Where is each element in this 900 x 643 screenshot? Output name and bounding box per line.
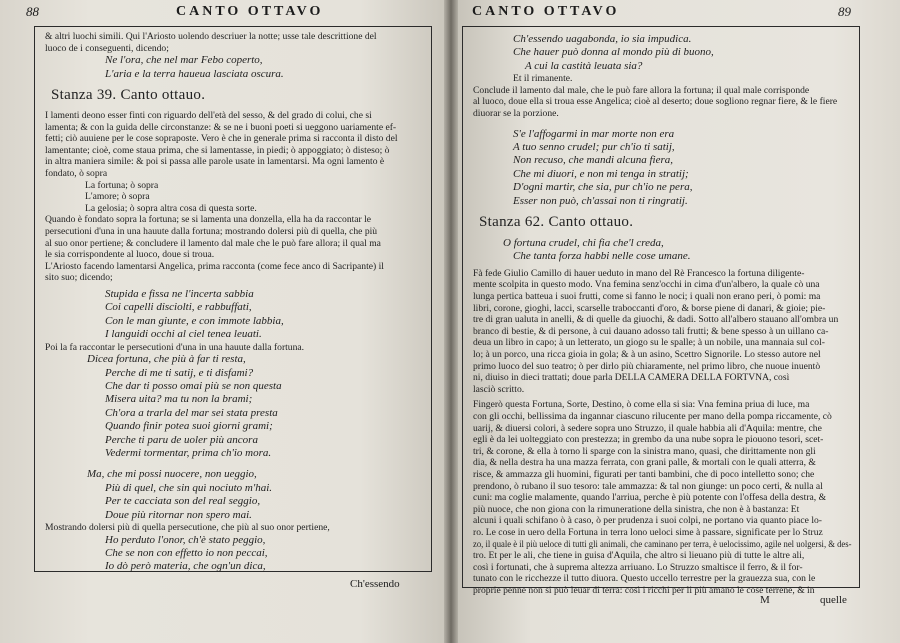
right-running-head: CANTO OTTAVO	[472, 4, 620, 19]
text-line: tri, & corone, & ella à torno li sparge con la sinistra mano, quasi, che dirittamente non gli	[473, 445, 816, 457]
verse-line: A tuo senno crudel; pur ch'io ti satij,	[513, 141, 675, 153]
verse-line: Doue più ritornar non spero mai.	[105, 508, 252, 521]
text-line: proprie penne non si può leuar di terra: così i ricchi per li più amano le cose terrene, & in	[473, 584, 815, 596]
text-line: primo luoco del suo teatro; ò per dirlo più chiaramente, nel primo libro, che nuoue inuentò	[473, 360, 821, 372]
text-line: lo; à un porco, una ricca gioia in gola; & à un asino, Scettro Signorile. Lo stesso autore nel	[473, 349, 821, 360]
text-line: persecutioni d'una in una hauute dalla fortuna; mostrando dolersi più di quella, che più	[45, 225, 378, 237]
left-verse-top	[45, 54, 423, 81]
verse-line: Misera uita? ma tu non la brami;	[105, 393, 253, 406]
verse-line: Che hauer può donna al mondo più di buono,	[513, 46, 714, 59]
right-prose-2	[473, 268, 851, 396]
verse-line: Quando finir potea suoi giorni grami;	[105, 420, 273, 433]
text-line: cuni: ma coglie malamente, quando l'arriua, perche è più potente con l'offesa della destra, &	[473, 492, 827, 504]
verse-line: Che se non con effetto io non peccai,	[105, 547, 268, 559]
text-line: egli è da lei uolteggiato con prestezza; in grembo da una nube sopra le piouono tesori, scet-	[473, 434, 824, 446]
text-line: con gli occhi, bellissima da ingannar ciascuno rilucente per mano della pompa riccamente, cò	[473, 410, 832, 422]
text-line: tre di gran ualuta in anelli, & di quelle da giuochi, & dadi. Sotto all'albero stauano all'ombra un	[473, 314, 839, 326]
text-line: & altri luochi simili. Qui l'Ariosto uolendo descriuer la notte; usse tale descrittione del	[45, 31, 377, 42]
right-catchword: quelle	[820, 594, 847, 606]
verse-line: O fortuna crudel, chi fia che'l creda,	[503, 237, 664, 250]
left-verse-1	[45, 288, 423, 342]
text-line: lamentante; cioè, come staua prima, che si lamentasse, in piedi; ò appoggiato; ò disteso; ò	[45, 144, 390, 156]
verse-line: Stupida e fissa ne l'incerta sabbia	[105, 287, 254, 300]
text-line: sito suo; dicendo;	[45, 272, 113, 284]
left-verse-3	[45, 468, 423, 522]
text-line: le sia corrispondente al luoco, doue si troua.	[45, 249, 215, 261]
text-line: Fà fede Giulio Camillo di hauer ueduto in mano del Rè Francesco la fortuna diligente-	[473, 267, 805, 279]
book-gutter	[444, 0, 458, 643]
right-folio: 89	[838, 4, 851, 19]
text-line: mente scolpita in questo modo. Vna femina senz'occhi in cima d'un'albero, la quale cò una	[473, 279, 820, 291]
verse-line: Perche di me ti satij, e ti disfami?	[105, 366, 254, 379]
left-text-frame	[34, 26, 432, 572]
right-prose-3	[473, 399, 851, 596]
right-prose-1	[473, 85, 851, 120]
text-line: al luoco, doue ella si troua esse Angelica; cioè al deserto; doue sogliono regnar fiere, & le fiere	[473, 96, 838, 108]
verse-line: Per te cacciata son del real seggio,	[105, 495, 261, 508]
text-line: zo, il quale è il più ueloce di tutti gli animali, che caminano per terra, è uelocissimo, agile nel uolgersi, & des-	[473, 538, 852, 550]
text-line: deua un libro in capo; à un letterato, un giogo su le spalle; à un nobile, una mannaia sul col-	[473, 337, 825, 349]
text-line: lasciò scritto.	[473, 383, 525, 395]
text-line: in altra maniera simile: & poi si passa alle parole usate in lamentarsi. Ma ogni lamento è	[45, 156, 385, 168]
verse-line: S'e l'affogarmi in mar morte non era	[513, 127, 675, 140]
verse-line: L'aria e la terra haueua lasciata oscura.	[105, 67, 284, 80]
text-line: dia, & nella destra ha una mazza ferrata, con grani palle, & mortali con le quali atterra, &	[473, 457, 816, 469]
text-line: I lamenti deono esser finti con riguardo dell'età del sesso, & del grado di colui, che si	[45, 110, 372, 121]
text-line: prendono, ò rubano il suo tesoro: tale ammazza: & tal non giunge: un poco certi, & nulla al	[473, 480, 823, 492]
list-item: L'amore; ò sopra	[85, 191, 150, 203]
verse-line: D'ogni martir, che sia, pur ch'io ne pera,	[513, 181, 693, 194]
verse-line: Vedermi tormentar, prima ch'io mora.	[105, 446, 272, 459]
right-verse-top	[473, 33, 851, 73]
verse-line: Ch'essendo uagabonda, io sia impudica.	[513, 33, 692, 45]
text-line: tro. Et per le ali, che tiene in guisa d'Aquila, che altro si lieuano più di tutte le altre ali,	[473, 550, 805, 562]
text-line: risce, & ammazza gli huomini, figurati per tanti bambini, che di poco intelletto sono; che	[473, 468, 815, 480]
text-line: diuorar se la porzione.	[473, 108, 559, 119]
verse-line: Perche ti paru de uoler più ancora	[105, 433, 258, 446]
verse-line: Che tanta forza habbi nelle cose umane.	[513, 250, 691, 263]
verse-line: Che dar ti posso omai più se non questa	[105, 379, 282, 392]
verse-line: A cui la castità leuata sia?	[525, 59, 643, 72]
text-line: tunato con le ricchezze il tutto diuora. Questo uccello terrestre per la grauezza sua, con le	[473, 573, 816, 585]
text-line: Conclude il lamento dal male, che le può fare allora la fortuna; il qual male corrisponde	[473, 84, 810, 96]
text-line: fondato, ò sopra	[45, 167, 108, 179]
text-line: lunga pertica batteua i suoi frutti, come si fanno le noci; i quali non erano peri, ò pomi: ma	[473, 291, 821, 303]
text-line: fetti; ciò auuiene per le cose sopraposte. Vero è che in generale prima si racconta il disto del	[45, 133, 398, 145]
text-line: lamenta; & con la guida delle circonstanze: & se ne i buoni poeti si ueggono uariamente ef-	[45, 121, 397, 133]
list-item: La fortuna; ò sopra	[85, 179, 159, 191]
verse-line: Ne l'ora, che nel mar Febo coperto,	[105, 54, 263, 67]
verse-line: Io dò però materia, che ogn'un dica,	[105, 560, 266, 573]
left-stanza-heading: Stanza 39. Canto ottauo.	[51, 87, 206, 103]
left-verse-4	[45, 534, 423, 574]
left-prose-1	[45, 110, 423, 180]
verse-line: Con le man giunte, e con immote labbia,	[105, 314, 284, 327]
left-catchword: Ch'essendo	[350, 578, 400, 590]
verse-line: Più di quel, che sin quì nociuto m'hai.	[105, 481, 273, 494]
verse-line: I languidi occhi al ciel tenea leuati.	[105, 328, 262, 341]
text-line: più nuoce, che non giona con la rimuneratione della sinistra, che non è à bastanza: Et	[473, 503, 800, 515]
text-line: luoco de i conseguenti, dicendo;	[45, 42, 169, 54]
text-line: Fingerò questa Fortuna, Sorte, Destino, ò come ella si sia: Vna femina priua di luce, ma	[473, 399, 810, 411]
right-verse-1	[473, 128, 851, 208]
list-item: La gelosia; ò sopra altra cosa di questa sorte.	[85, 202, 257, 214]
verse-line: Esser non può, ch'assai non ti ringratij.	[513, 194, 688, 207]
text-line: così i fortunati, che à suprema altezza arriuano. Lo Struzzo smaltisce il ferro, & il for-	[473, 561, 803, 573]
right-text-frame	[462, 26, 860, 596]
right-verse-2	[473, 237, 851, 264]
text-line: Quando è fondato sopra la fortuna; se si lamenta una donzella, ella ha da raccontar le	[45, 214, 372, 226]
left-intro	[45, 31, 423, 54]
verse-line: Ho perduto l'onor, ch'è stato peggio,	[105, 533, 266, 546]
text-line: ni, diuiso in dieci trattati; doue parla DELLA CAMERA DELLA FORTVNA, così	[473, 372, 790, 384]
left-prose-2	[45, 214, 423, 284]
left-folio: 88	[26, 4, 39, 19]
text-line: libri, corone, gioghi, lacci, scarselle traboccanti d'oro, & borse piene di danari, & gioie; pie-	[473, 302, 826, 314]
verse-line: Ch'ora a trarla del mar sei stata presta	[105, 406, 278, 419]
verse-line: Non recuso, che mandi alcuna fiera,	[513, 154, 673, 167]
right-stanza-heading: Stanza 62. Canto ottauo.	[479, 214, 634, 231]
left-verse-2	[45, 353, 423, 460]
text-line: ro. Le cose in uero della Fortuna in terra lono ueloci sime à passare, significate per lo Struz	[473, 526, 823, 538]
bridge-line: Mostrando dolersi più di quella persecutione, che più al suo onor pertiene,	[45, 522, 330, 533]
text-line: Et il rimanente.	[513, 73, 573, 85]
verse-line: Coi capelli disciolti, e rabbuffati,	[105, 301, 252, 314]
text-line: al suo onor pertiene; & concludere il lamento dal male che le può fare allora; il qual ma	[45, 237, 381, 249]
verse-line: Ma, che mi possi nuocere, non ueggio,	[87, 468, 257, 481]
text-line: L'Ariosto facendo lamentarsi Angelica, prima racconta (come fece anco di Sacripante) il	[45, 260, 384, 272]
bridge-line: Poi la fa raccontar le persecutioni d'una in una hauute dalla fortuna.	[45, 341, 305, 353]
text-line: uarij, & diuersi colori, à sedere sopra uno Struzzo, il quale habbia ali d'Aquila: mentre, che	[473, 422, 822, 434]
signature-mark: M	[760, 594, 770, 606]
text-line: alcuni i quali schifano ò à caso, ò per prudenza i suoi colpi, ne portano via quanto piace lo-	[473, 515, 822, 527]
verse-line: Dicea fortuna, che più à far ti resta,	[87, 353, 246, 366]
verse-line: Che mi diuori, e non mi tenga in stratij;	[513, 167, 689, 180]
left-running-head: CANTO OTTAVO	[176, 4, 324, 19]
left-list	[45, 180, 423, 215]
text-line: branco di bestie, & di persone, à cui dauano adosso tali frutti; & bene spesso à un uillano ca-	[473, 325, 829, 337]
